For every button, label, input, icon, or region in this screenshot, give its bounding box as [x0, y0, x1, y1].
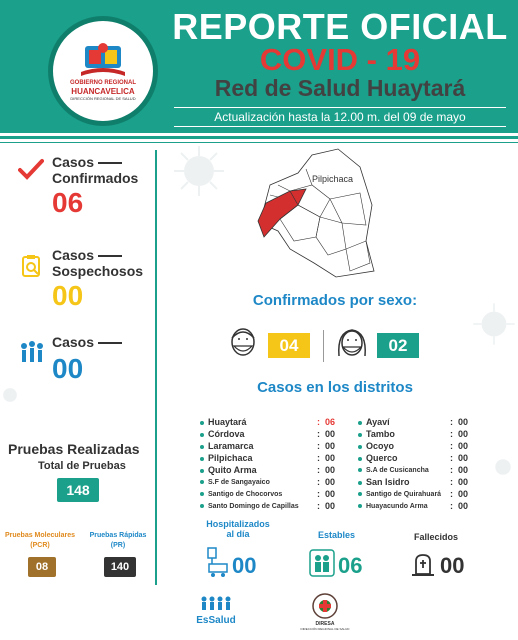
sospechosos-value: 00: [52, 280, 84, 311]
district-value: : 00: [450, 453, 469, 463]
sospechosos-label: Casos Sospechosos: [52, 247, 144, 279]
district-row: Quito Arma: [200, 464, 257, 476]
logo-text-line2: HUANCAVELICA: [71, 86, 135, 96]
district-value: : 00: [317, 501, 336, 511]
district-row: Huayacundo Arma: [358, 501, 428, 513]
diresa-subtext: DIRECCIÓN REGIONAL DE SALUD: [300, 627, 350, 631]
gobierno-regional-logo: [48, 16, 158, 126]
fallecidos-label: Fallecidos: [414, 532, 459, 542]
district-row: Santigo de Quirahuará: [358, 489, 441, 501]
district-row: Santigo de Chocorvos: [200, 489, 282, 501]
estables-value: 06: [338, 553, 363, 578]
district-value: : 00: [450, 477, 469, 487]
essalud-text: EsSalud: [196, 615, 236, 626]
logo-text-line3: DIRECCIÓN REGIONAL DE SALUD: [70, 95, 136, 101]
diresa-text: DIRESA: [315, 621, 335, 627]
column-divider: [155, 150, 157, 585]
title-covid: COVID - 19: [259, 42, 421, 77]
estables-label: Estables: [318, 530, 356, 540]
header-stripe: [0, 133, 518, 136]
district-row: Tambo: [358, 428, 395, 440]
total-pruebas-label: Total de Pruebas: [38, 460, 126, 472]
male-count: 04: [268, 333, 310, 358]
district-value: : 00: [317, 465, 336, 475]
district-value: : 00: [317, 429, 336, 439]
essalud-people-icon: [198, 596, 234, 610]
hospitalizados-value: 00: [232, 553, 257, 578]
pruebas-rapidas-label: Pruebas Rápidas (PR): [89, 532, 147, 549]
district-row: Ocoyo: [358, 440, 394, 452]
hospital-bed-icon: [205, 546, 231, 578]
diresa-emblem-icon: [310, 592, 340, 620]
pruebas-title: Pruebas Realizadas: [8, 441, 140, 457]
diresa-logo: [300, 592, 350, 632]
district-value: : 00: [317, 489, 336, 499]
huaytara-map: [250, 145, 380, 280]
district-row: Pilpichaca: [200, 452, 253, 464]
essalud-logo: [188, 596, 244, 626]
district-row: San Isidro: [358, 476, 410, 488]
update-text: Actualización hasta la 12.00 m. del 09 de mayo: [174, 107, 506, 127]
district-row: Laramarca: [200, 440, 254, 452]
logo-text-line1: GOBIERNO REGIONAL: [69, 79, 136, 86]
pruebas-rapidas-value: 140: [104, 557, 136, 577]
virus-decoration-icon: [0, 385, 20, 405]
casos-value: 00: [52, 353, 84, 384]
district-value: : 00: [317, 477, 336, 487]
title-reporte-oficial: REPORTE OFICIAL: [172, 6, 508, 47]
district-value: : 00: [317, 441, 336, 451]
family-icon: [308, 548, 336, 578]
virus-decoration-icon: [488, 452, 518, 482]
coat-of-arms-icon: [77, 42, 129, 78]
confirmados-value: 06: [52, 187, 84, 218]
title-red-de-salud: Red de Salud Huaytará: [214, 75, 466, 101]
casos-label: Casos: [52, 334, 122, 350]
district-row: Ayaví: [358, 416, 390, 428]
district-value: : 00: [450, 465, 469, 475]
district-row: Querco: [358, 452, 398, 464]
district-value: : 00: [317, 453, 336, 463]
district-row: S.F de Sangayaico: [200, 477, 270, 489]
header-banner: [0, 0, 518, 143]
district-value: : 00: [450, 429, 469, 439]
sexo-divider: [323, 330, 324, 362]
tombstone-icon: [410, 552, 436, 578]
fallecidos-value: 00: [440, 553, 465, 578]
virus-decoration-icon: [170, 142, 228, 200]
district-value: : 06: [317, 417, 336, 427]
sexo-title: Confirmados por sexo:: [252, 292, 418, 309]
check-icon: [18, 158, 44, 180]
header-stripe: [0, 139, 518, 142]
male-face-icon: [226, 326, 260, 362]
district-row: Huaytará: [200, 416, 247, 428]
distritos-title: Casos en los distritos: [257, 379, 413, 396]
pruebas-moleculares-value: 08: [28, 557, 56, 577]
people-icon: [16, 340, 48, 368]
map-label-pilpichaca: Pilpichaca: [312, 174, 354, 184]
district-row: S.A de Cusicancha: [358, 465, 429, 477]
hospitalizados-label: Hospitalizados al día: [206, 519, 270, 539]
confirmados-label: Casos Confirmados: [52, 154, 139, 186]
clipboard-icon: [20, 254, 44, 278]
female-count: 02: [377, 333, 419, 358]
female-face-icon: [335, 326, 369, 362]
pruebas-moleculares-label: Pruebas Moleculares (PCR): [4, 532, 76, 549]
district-value: : 00: [450, 441, 469, 451]
district-row: Córdova: [200, 428, 245, 440]
total-pruebas-value: 148: [57, 478, 99, 502]
district-value: : 00: [450, 501, 469, 511]
district-value: : 00: [450, 417, 469, 427]
district-value: : 00: [450, 489, 469, 499]
district-row: Santo Domingo de Capillas: [200, 501, 299, 513]
